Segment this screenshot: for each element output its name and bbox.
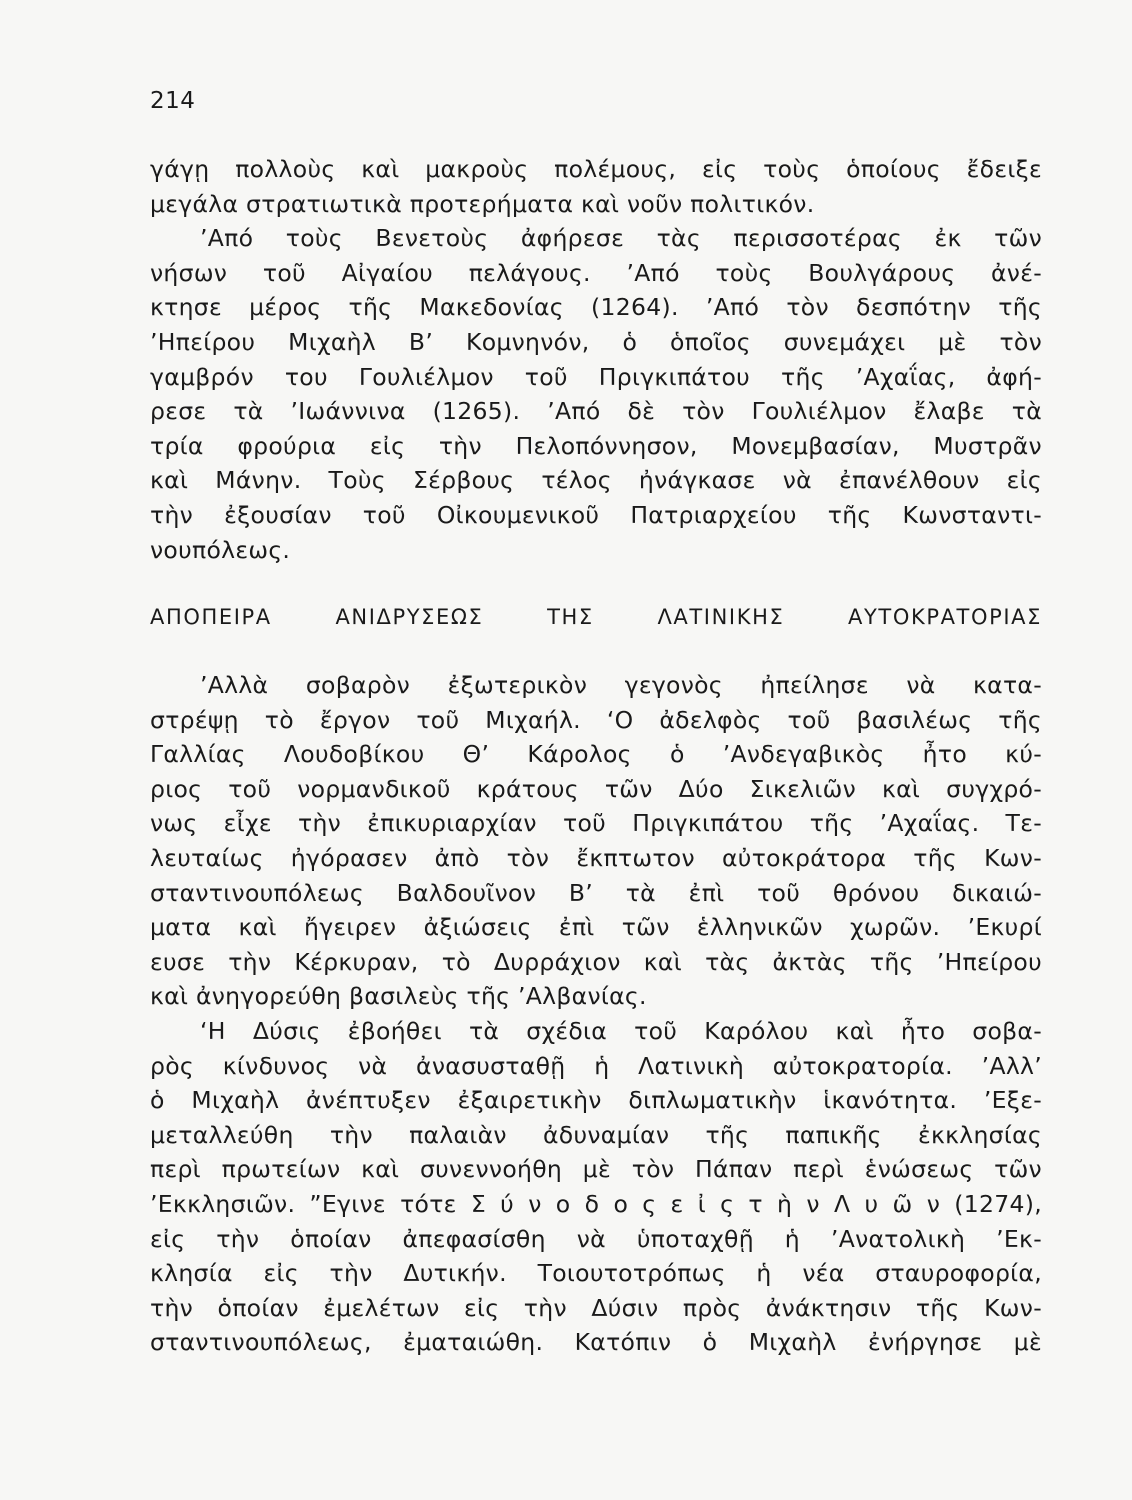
text-line: καὶ ἀνηγορεύθη βασιλεὺς τῆς ’Αλβανίας. (150, 982, 647, 1011)
text-line: κτησε μέρος τῆς Μακεδονίας (1264). ’Από τὸν δεσπότην τῆς (150, 293, 1042, 322)
text-line: μεταλλεύθη τὴν παλαιὰν ἀδυναμίαν τῆς παπικῆς ἐκκλησίας (150, 1120, 1042, 1149)
text-line: εἰς τὴν ὁποίαν ἀπεφασίσθη νὰ ὑποταχθῇ ἡ ’Ανατολικὴ ’Εκ- (150, 1224, 1042, 1253)
text-line: ευσε τὴν Κέρκυραν, τὸ Δυρράχιον καὶ τὰς ἀκτὰς τῆς ’Ηπείρου (150, 947, 1042, 976)
text-line: ’Από τοὺς Βενετοὺς ἀφήρεσε τὰς περισσοτέρας ἐκ τῶν (200, 224, 1042, 253)
text-line: νως εἶχε τὴν ἐπικυριαρχίαν τοῦ Πριγκιπάτου τῆς ’Αχαΐας. Τε- (150, 809, 1042, 838)
text-line: γαμβρόν του Γουλιέλμον τοῦ Πριγκιπάτου τῆς ’Αχαΐας, ἀφή- (150, 362, 1042, 391)
text-line: ’Αλλὰ σοβαρὸν ἐξωτερικὸν γεγονὸς ἠπείλησε νὰ κατα- (200, 671, 1042, 699)
text-line: ρεσε τὰ ’Ιωάννινα (1265). ’Από δὲ τὸν Γουλιέλμον ἔλαβε τὰ (150, 397, 1042, 426)
text-line: κλησία εἰς τὴν Δυτικήν. Τοιουτοτρόπως ἡ νέα σταυροφορία, (150, 1259, 1042, 1288)
text-line: ρὸς κίνδυνος νὰ ἀνασυσταθῇ ἡ Λατινικὴ αὐτοκρατορία. ’Αλλ’ (150, 1051, 1042, 1080)
text-line: ριος τοῦ νορμανδικοῦ κράτους τῶν Δύο Σικελιῶν καὶ συγχρό- (150, 774, 1042, 803)
text-line: τὴν ἐξουσίαν τοῦ Οἰκουμενικοῦ Πατριαρχείου τῆς Κωνσταντι- (150, 500, 1042, 529)
text-line: στρέψῃ τὸ ἔργον τοῦ Μιχαήλ. ‘Ο ἀδελφὸς τοῦ βασιλέως τῆς (150, 705, 1042, 734)
text-line: περὶ πρωτείων καὶ συνεννοήθη μὲ τὸν Πάπαν περὶ ἑνώσεως τῶν (150, 1155, 1042, 1184)
text-line: καὶ Μάνην. Τοὺς Σέρβους τέλος ἠνάγκασε νὰ ἐπανέλθουν εἰς (150, 466, 1042, 495)
text-line: μεγάλα στρατιωτικὰ προτερήματα καὶ νοῦν πολιτικόν. (150, 189, 815, 218)
text-line: ὁ Μιχαὴλ ἀνέπτυξεν ἐξαιρετικὴν διπλωματικὴν ἱκανότητα. ’Εξε- (150, 1086, 1042, 1115)
text-line: ’Ηπείρου Μιχαὴλ Β’ Κομνηνόν, ὁ ὁποῖος συνεμάχει μὲ τὸν (150, 327, 1042, 356)
text-line: ματα καὶ ἤγειρεν ἀξιώσεις ἐπὶ τῶν ἑλληνικῶν χωρῶν. ’Εκυρί (150, 913, 1042, 942)
text-line: ’Εκκλησιῶν. ”Εγινε τότε Σ ύ ν ο δ ο ς ε ἰ ς τ ὴ ν Λ υ ῶ ν (1274), (150, 1189, 1042, 1218)
text-line: ‘Η Δύσις ἐβοήθει τὰ σχέδια τοῦ Καρόλου καὶ ἦτο σοβα- (200, 1016, 1042, 1045)
text-line: νήσων τοῦ Αἰγαίου πελάγους. ’Από τοὺς Βουλγάρους ἀνέ- (150, 258, 1042, 287)
text-line: τὴν ὁποίαν ἐμελέτων εἰς τὴν Δύσιν πρὸς ἀνάκτησιν τῆς Κων- (150, 1293, 1042, 1322)
text-line: σταντινουπόλεως Βαλδουῖνον Β’ τὰ ἐπὶ τοῦ θρόνου δικαιώ- (150, 878, 1042, 907)
text-line: σταντινουπόλεως, ἐματαιώθη. Κατόπιν ὁ Μιχαὴλ ἐνήργησε μὲ (150, 1328, 1042, 1357)
paragraph-1 (150, 152, 1042, 567)
page-number: 214 (150, 88, 196, 114)
text-line: λευταίως ἠγόρασεν ἀπὸ τὸν ἔκπτωτον αὐτοκράτορα τῆς Κων- (150, 843, 1042, 872)
section-heading: ΑΠΟΠΕΙΡΑ ΑΝΙΔΡΥΣΕΩΣ ΤΗΣ ΛΑΤΙΝΙΚΗΣ ΑΥΤΟΚΡΑΤΟΡΙΑΣ (150, 605, 1042, 629)
text-line: γάγῃ πολλοὺς καὶ μακροὺς πολέμους, εἰς τοὺς ὁποίους ἔδειξε (150, 155, 1042, 183)
paragraph-2 (150, 668, 1042, 1360)
text-line: νουπόλεως. (150, 535, 291, 564)
text-line: τρία φρούρια εἰς τὴν Πελοπόννησον, Μονεμβασίαν, Μυστρᾶν (150, 431, 1042, 460)
text-line: Γαλλίας Λουδοβίκου Θ’ Κάρολος ὁ ’Ανδεγαβικὸς ἦτο κύ- (150, 740, 1042, 769)
